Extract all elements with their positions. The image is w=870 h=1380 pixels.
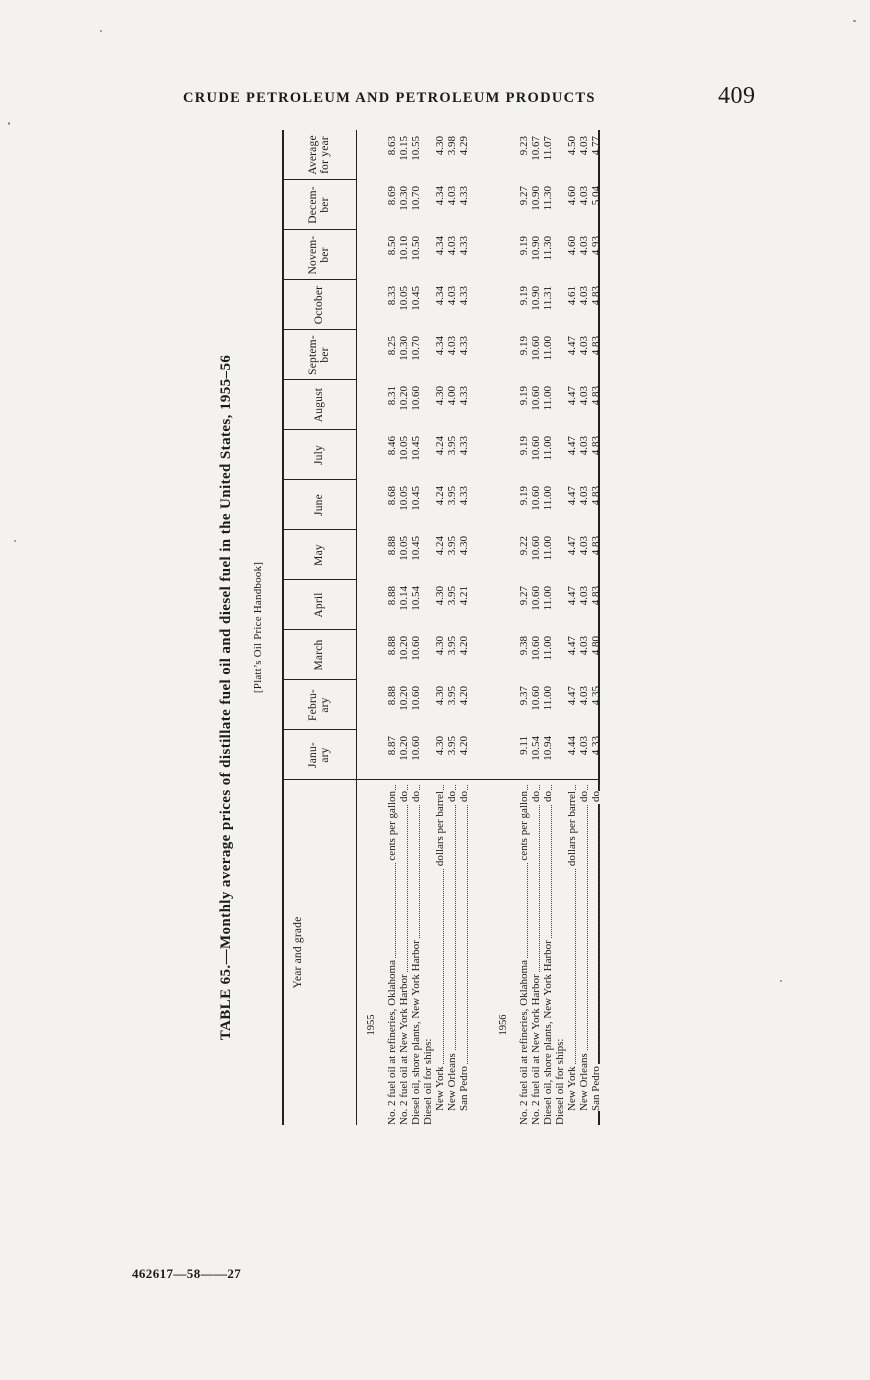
- table-cell: 4.47: [566, 536, 578, 556]
- dot-leader: [467, 785, 468, 1111]
- table-cell: 11.00: [542, 636, 554, 661]
- table-cell: 4.30: [434, 386, 446, 406]
- table-cell: 4.83: [590, 486, 602, 506]
- row-label-text: Diesel oil for ships:: [554, 1038, 566, 1125]
- table-cell: 10.45: [410, 486, 422, 511]
- row-unit: do: [590, 791, 602, 802]
- table-cell: 9.19: [518, 336, 530, 356]
- table-cell: 4.83: [590, 336, 602, 356]
- table-title: TABLE 65.—Monthly average prices of distillate fuel oil and diesel fuel in the United States, 1955–56: [218, 354, 234, 1041]
- table-cell: 4.03: [578, 236, 590, 256]
- table-cell: 10.60: [530, 486, 542, 511]
- column-header: June: [313, 494, 325, 516]
- table-cell: 3.95: [446, 636, 458, 656]
- scan-speck: [14, 540, 16, 542]
- table-cell: 10.60: [410, 636, 422, 661]
- table-cell: 4.30: [434, 586, 446, 606]
- scan-speck: [780, 980, 782, 982]
- scan-speck: [100, 30, 102, 32]
- table-cell: 4.83: [590, 436, 602, 456]
- table-cell: 10.05: [398, 286, 410, 311]
- dot-leader: [599, 785, 600, 1111]
- table-cell: 4.03: [578, 386, 590, 406]
- table-cell: 8.68: [386, 486, 398, 506]
- table-cell: 10.54: [530, 736, 542, 761]
- column-rule: [282, 729, 356, 730]
- table-cell: 4.20: [458, 636, 470, 656]
- column-header: March: [313, 639, 325, 671]
- table-cell: 10.05: [398, 436, 410, 461]
- table-cell: 4.24: [434, 436, 446, 456]
- table-cell: 4.03: [578, 336, 590, 356]
- row-label-text: New York: [566, 1066, 578, 1111]
- table-cell: 4.33: [458, 236, 470, 256]
- table-cell: 4.61: [566, 286, 578, 306]
- table-cell: 10.15: [398, 136, 410, 161]
- header-bottom-rule: [356, 130, 357, 1125]
- table-cell: 4.03: [446, 186, 458, 206]
- column-rule: [282, 529, 356, 530]
- table-cell: 3.95: [446, 586, 458, 606]
- table-cell: 10.20: [398, 386, 410, 411]
- table-cell: 4.33: [458, 336, 470, 356]
- column-header: Novem- ber: [307, 235, 331, 275]
- row-label: [386, 785, 398, 1125]
- table-cell: 4.03: [578, 136, 590, 156]
- table-cell: 10.60: [530, 586, 542, 611]
- row-unit: do: [446, 791, 458, 802]
- table-cell: 11.30: [542, 186, 554, 211]
- row-label-text: No. 2 fuel oil at New York Harbor: [398, 974, 410, 1125]
- row-label: [518, 785, 530, 1125]
- table-cell: 10.60: [530, 436, 542, 461]
- table-cell: 4.83: [590, 586, 602, 606]
- table-cell: 4.03: [446, 286, 458, 306]
- table-cell: 4.47: [566, 436, 578, 456]
- row-unit: do: [542, 791, 554, 802]
- table-cell: 4.47: [566, 386, 578, 406]
- table-cell: 8.88: [386, 636, 398, 656]
- table-cell: 8.63: [386, 136, 398, 156]
- table-cell: 4.34: [434, 286, 446, 306]
- table-cell: 9.19: [518, 236, 530, 256]
- table-cell: 10.10: [398, 236, 410, 261]
- row-label: [398, 785, 410, 1125]
- column-header: Janu- ary: [307, 742, 331, 768]
- year-heading: 1956: [498, 1014, 509, 1036]
- column-rule: [282, 629, 356, 630]
- row-label-text: Diesel oil, shore plants, New York Harbor: [410, 940, 422, 1125]
- row-label: [530, 785, 542, 1125]
- running-head: CRUDE PETROLEUM AND PETROLEUM PRODUCTS: [183, 90, 596, 106]
- table-cell: 10.30: [398, 186, 410, 211]
- table-cell: 3.95: [446, 536, 458, 556]
- table-cell: 4.03: [578, 186, 590, 206]
- column-header: April: [313, 592, 325, 618]
- table-cell: 4.33: [458, 386, 470, 406]
- table-cell: 4.03: [578, 586, 590, 606]
- column-header: August: [313, 387, 325, 423]
- table-cell: 4.34: [434, 186, 446, 206]
- table-cell: 4.21: [458, 586, 470, 606]
- table-cell: 4.34: [434, 236, 446, 256]
- table-cell: 10.45: [410, 286, 422, 311]
- column-rule: [282, 479, 356, 480]
- row-label-text: No. 2 fuel oil at New York Harbor: [530, 974, 542, 1125]
- table-cell: 10.05: [398, 486, 410, 511]
- table-cell: 10.20: [398, 636, 410, 661]
- table-cell: 10.54: [410, 586, 422, 611]
- table-cell: 8.69: [386, 186, 398, 206]
- table-cell: 10.67: [530, 136, 542, 161]
- row-unit: do: [578, 791, 590, 802]
- table-cell: 11.00: [542, 486, 554, 511]
- table-cell: 10.90: [530, 236, 542, 261]
- column-rule: [282, 779, 598, 780]
- column-rule: [282, 379, 356, 380]
- table-cell: 4.47: [566, 336, 578, 356]
- year-heading: 1955: [366, 1014, 377, 1036]
- table-cell: 4.35: [590, 686, 602, 706]
- table-cell: 4.03: [578, 736, 590, 756]
- row-label-text: New Orleans: [578, 1053, 590, 1111]
- table-cell: 11.00: [542, 386, 554, 411]
- table-cell: 4.30: [434, 686, 446, 706]
- scan-speck: [853, 20, 856, 22]
- row-unit: dollars per barrel: [434, 791, 446, 867]
- row-label: [590, 785, 602, 1111]
- table-cell: 8.25: [386, 336, 398, 356]
- column-rule: [282, 579, 356, 580]
- rotated-table-page: [214, 130, 604, 1125]
- row-label: [434, 785, 446, 1111]
- table-cell: 4.47: [566, 586, 578, 606]
- column-header-stub: Year and grade: [292, 916, 304, 989]
- row-label-text: New York: [434, 1066, 446, 1111]
- column-header: Average for year: [307, 135, 331, 175]
- printer-mark: 462617—58——27: [132, 1266, 242, 1281]
- table-cell: 10.30: [398, 336, 410, 361]
- table-cell: 11.07: [542, 136, 554, 161]
- table-cell: 9.11: [518, 736, 530, 755]
- table-cell: 3.98: [446, 136, 458, 156]
- table-cell: 9.37: [518, 686, 530, 706]
- row-label-text: No. 2 fuel oil at refineries, Oklahoma: [518, 960, 530, 1125]
- table-cell: 4.00: [446, 386, 458, 406]
- row-label: [542, 785, 554, 1125]
- table-cell: 9.19: [518, 286, 530, 306]
- column-rule: [282, 429, 356, 430]
- column-header: May: [313, 544, 325, 566]
- row-unit: cents per gallon: [518, 791, 530, 861]
- row-unit: do: [530, 791, 542, 802]
- row-label: [446, 785, 458, 1111]
- table-cell: 4.80: [590, 636, 602, 656]
- table-cell: 11.30: [542, 236, 554, 261]
- table-cell: 10.90: [530, 186, 542, 211]
- table-cell: 4.83: [590, 286, 602, 306]
- table-cell: 4.47: [566, 636, 578, 656]
- table-cell: 9.38: [518, 636, 530, 656]
- table-cell: 4.33: [458, 486, 470, 506]
- table-cell: 3.95: [446, 686, 458, 706]
- table-cell: 8.88: [386, 536, 398, 556]
- table-cell: 10.70: [410, 336, 422, 361]
- table-cell: 11.00: [542, 436, 554, 461]
- table-cell: 3.95: [446, 486, 458, 506]
- column-header: Decem- ber: [307, 186, 331, 224]
- row-unit: do: [398, 791, 410, 802]
- table-cell: 10.20: [398, 686, 410, 711]
- table-cell: 11.00: [542, 586, 554, 611]
- table-cell: 8.88: [386, 686, 398, 706]
- row-label-text: New Orleans: [446, 1053, 458, 1111]
- table-cell: 4.24: [434, 536, 446, 556]
- column-rule: [282, 679, 356, 680]
- table-cell: 4.60: [566, 186, 578, 206]
- table-cell: 4.30: [434, 736, 446, 756]
- row-label-text: San Pedro: [458, 1066, 470, 1111]
- table-cell: 11.00: [542, 686, 554, 711]
- table-cell: 9.27: [518, 586, 530, 606]
- table-cell: 10.70: [410, 186, 422, 211]
- table-cell: 5.04: [590, 186, 602, 206]
- table-cell: 4.03: [578, 686, 590, 706]
- table-cell: 4.33: [458, 286, 470, 306]
- table-cell: 4.03: [446, 236, 458, 256]
- table-cell: 4.77: [590, 136, 602, 156]
- table-cell: 8.31: [386, 386, 398, 406]
- row-label: [458, 785, 470, 1111]
- table-cell: 3.95: [446, 736, 458, 756]
- row-unit: cents per gallon: [386, 791, 398, 861]
- page-number: 409: [718, 83, 756, 109]
- table-cell: 9.19: [518, 436, 530, 456]
- row-label-text: San Pedro: [590, 1066, 602, 1111]
- table-cell: 4.93: [590, 236, 602, 256]
- table-cell: 10.60: [410, 386, 422, 411]
- table-cell: 4.33: [590, 736, 602, 756]
- table-cell: 3.95: [446, 436, 458, 456]
- column-header: Febru- ary: [307, 689, 331, 721]
- row-label: [578, 785, 590, 1111]
- table-cell: 4.29: [458, 136, 470, 156]
- table-cell: 11.00: [542, 336, 554, 361]
- row-unit: dollars per barrel: [566, 791, 578, 867]
- table-cell: 4.20: [458, 686, 470, 706]
- row-label: [422, 785, 434, 1125]
- table-cell: 4.60: [566, 236, 578, 256]
- column-rule: [282, 329, 356, 330]
- row-label-text: No. 2 fuel oil at refineries, Oklahoma: [386, 960, 398, 1125]
- table-cell: 10.20: [398, 736, 410, 761]
- table-cell: 11.00: [542, 536, 554, 561]
- row-label: [566, 785, 578, 1111]
- table-cell: 10.94: [542, 736, 554, 761]
- table-cell: 4.50: [566, 136, 578, 156]
- row-unit: do: [410, 791, 422, 802]
- row-label-text: Diesel oil for ships:: [422, 1038, 434, 1125]
- table-cell: 9.27: [518, 186, 530, 206]
- column-rule: [282, 229, 356, 230]
- table-cell: 4.44: [566, 736, 578, 756]
- table-cell: 4.34: [434, 336, 446, 356]
- column-rule: [282, 279, 356, 280]
- table-cell: 10.60: [530, 636, 542, 661]
- table-cell: 11.31: [542, 286, 554, 311]
- table-cell: 4.33: [458, 186, 470, 206]
- table-cell: 10.60: [410, 736, 422, 761]
- column-rule: [282, 179, 356, 180]
- table-cell: 4.03: [578, 636, 590, 656]
- table-cell: 10.45: [410, 536, 422, 561]
- table-cell: 9.23: [518, 136, 530, 156]
- table-cell: 10.14: [398, 586, 410, 611]
- table-cell: 10.90: [530, 286, 542, 311]
- table-cell: 4.03: [578, 286, 590, 306]
- table-cell: 4.30: [434, 636, 446, 656]
- table-cell: 8.46: [386, 436, 398, 456]
- table-cell: 10.55: [410, 136, 422, 161]
- row-label-text: Diesel oil, shore plants, New York Harbor: [542, 940, 554, 1125]
- table-cell: 8.33: [386, 286, 398, 306]
- table-cell: 4.30: [434, 136, 446, 156]
- row-label: [410, 785, 422, 1125]
- table-cell: 4.33: [458, 436, 470, 456]
- table-cell: 4.47: [566, 486, 578, 506]
- row-unit: do: [458, 791, 470, 802]
- table-source: [Platt’s Oil Price Handbook]: [252, 561, 264, 694]
- table-cell: 9.19: [518, 386, 530, 406]
- table-cell: 8.88: [386, 586, 398, 606]
- table-cell: 4.03: [446, 336, 458, 356]
- table-cell: 4.47: [566, 686, 578, 706]
- table-cell: 9.22: [518, 536, 530, 556]
- table-cell: 8.87: [386, 736, 398, 756]
- column-header: July: [313, 445, 325, 465]
- column-header: October: [313, 285, 325, 325]
- table-cell: 10.50: [410, 236, 422, 261]
- table-cell: 4.30: [458, 536, 470, 556]
- table-cell: 4.03: [578, 436, 590, 456]
- table-cell: 10.60: [410, 686, 422, 711]
- table-cell: 10.60: [530, 686, 542, 711]
- table-cell: 8.50: [386, 236, 398, 256]
- table-cell: 4.83: [590, 536, 602, 556]
- table-cell: 4.03: [578, 486, 590, 506]
- table-cell: 10.60: [530, 336, 542, 361]
- column-header: Septem- ber: [307, 335, 331, 375]
- table-cell: 4.83: [590, 386, 602, 406]
- row-label: [554, 785, 566, 1125]
- table-cell: 9.19: [518, 486, 530, 506]
- table-cell: 10.60: [530, 536, 542, 561]
- table-cell: 4.03: [578, 536, 590, 556]
- table-cell: 4.20: [458, 736, 470, 756]
- table-cell: 10.05: [398, 536, 410, 561]
- scan-speck: [8, 122, 10, 125]
- table-cell: 4.24: [434, 486, 446, 506]
- table-cell: 10.60: [530, 386, 542, 411]
- table-cell: 10.45: [410, 436, 422, 461]
